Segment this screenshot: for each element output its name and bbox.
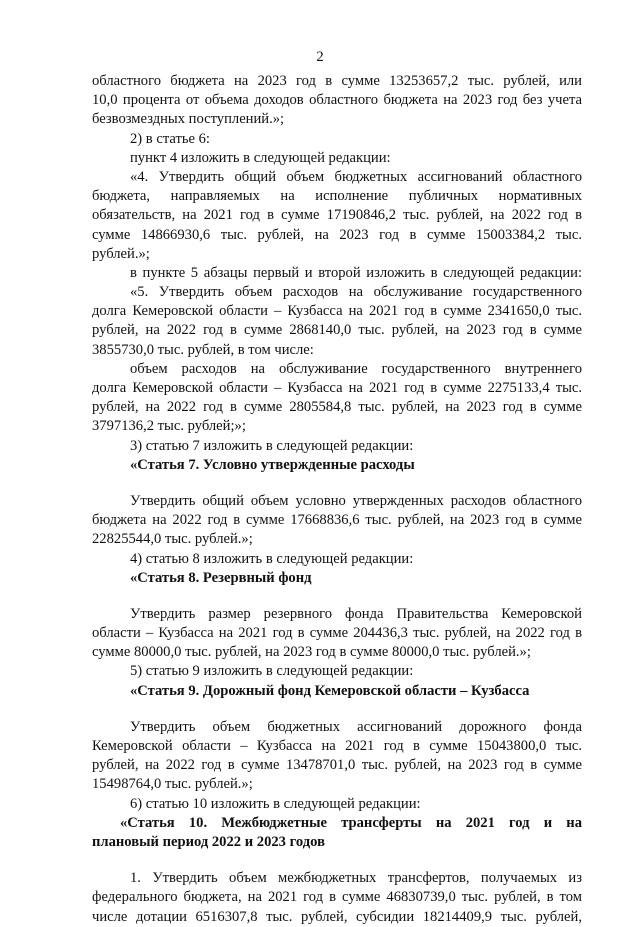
text-line: рублей.»; bbox=[92, 245, 150, 262]
text-line: 3) статью 7 изложить в следующей редакции: bbox=[130, 437, 414, 454]
text-line: бюджета, направляемых на исполнение публичных нормативных bbox=[92, 188, 582, 205]
page-number: 2 bbox=[316, 49, 324, 65]
text-line: 5) статью 9 изложить в следующей редакции: bbox=[130, 663, 414, 680]
article-heading: «Статья 9. Дорожный фонд Кемеровской области – Кузбасса bbox=[130, 682, 530, 699]
text-line: Утвердить объем бюджетных ассигнований дорожного фонда bbox=[130, 718, 582, 735]
text-line: «5. Утвердить объем расходов на обслуживание государственного bbox=[130, 284, 582, 301]
text-line: рублей, на 2022 год в сумме 2805584,8 тыс. рублей, на 2023 год в сумме bbox=[92, 399, 582, 416]
article-heading: «Статья 8. Резервный фонд bbox=[130, 569, 312, 586]
text-line: федерального бюджета, на 2021 год в сумме 46830739,0 тыс. рублей, в том bbox=[92, 889, 582, 906]
spacer bbox=[92, 852, 582, 869]
text-line: рублей, на 2022 год в сумме 2868140,0 тыс. рублей, на 2023 год в сумме bbox=[92, 322, 582, 339]
text-line: области – Кузбасса на 2021 год в сумме 204436,3 тыс. рублей, на 2022 год в bbox=[92, 625, 582, 642]
text-line: пункт 4 изложить в следующей редакции: bbox=[130, 149, 391, 166]
text-line: рублей, на 2022 год в сумме 13478701,0 тыс. рублей, на 2023 год в сумме bbox=[92, 757, 582, 774]
text-line: 3797136,2 тыс. рублей;»; bbox=[92, 418, 246, 435]
text-line: в пункте 5 абзацы первый и второй изложить в следующей редакции: bbox=[130, 264, 582, 281]
text-line: числе дотации 6516307,8 тыс. рублей, субсидии 18214409,9 тыс. рублей, bbox=[92, 908, 582, 925]
text-line: 10,0 процента от объема доходов областного бюджета на 2023 год без учета bbox=[92, 92, 582, 109]
spacer bbox=[92, 701, 582, 718]
text-line: 6) статью 10 изложить в следующей редакции: bbox=[130, 795, 421, 812]
text-line: 4) статью 8 изложить в следующей редакции: bbox=[130, 550, 414, 567]
text-line: Утвердить размер резервного фонда Правительства Кемеровской bbox=[130, 605, 582, 622]
text-line: 2) в статье 6: bbox=[130, 130, 210, 147]
text-line: 1. Утвердить объем межбюджетных трансфертов, получаемых из bbox=[130, 870, 582, 887]
text-line: 3855730,0 тыс. рублей, в том числе: bbox=[92, 341, 314, 358]
text-line: 22825544,0 тыс. рублей.»; bbox=[92, 531, 253, 548]
spacer bbox=[92, 588, 582, 605]
spacer bbox=[92, 475, 582, 492]
text-line: областного бюджета на 2023 год в сумме 13253657,2 тыс. рублей, или bbox=[92, 73, 582, 89]
document-body bbox=[92, 72, 582, 927]
text-line: Кемеровской области – Кузбасса на 2021 год в сумме 15043800,0 тыс. bbox=[92, 738, 582, 754]
text-line: сумме 14866930,6 тыс. рублей, на 2023 год в сумме 15003384,2 тыс. bbox=[92, 226, 582, 243]
text-line: Утвердить общий объем условно утвержденных расходов областного bbox=[130, 492, 582, 509]
text-line: сумме 80000,0 тыс. рублей, на 2023 год в сумме 80000,0 тыс. рублей.»; bbox=[92, 644, 531, 661]
article-heading: «Статья 7. Условно утвержденные расходы bbox=[130, 456, 415, 473]
text-line: обязательств, на 2021 год в сумме 17190846,2 тыс. рублей, на 2022 год в bbox=[92, 207, 582, 224]
text-line: бюджета на 2022 год в сумме 17668836,6 тыс. рублей, на 2023 год в сумме bbox=[92, 512, 582, 529]
text-line: 15498764,0 тыс. рублей.»; bbox=[92, 776, 253, 793]
text-line: безвозмездных поступлений.»; bbox=[92, 111, 285, 128]
text-line: «4. Утвердить общий объем бюджетных ассигнований областного bbox=[130, 168, 582, 185]
text-line: долга Кемеровской области – Кузбасса на 2021 год в сумме 2275133,4 тыс. bbox=[92, 380, 582, 396]
text-line: долга Кемеровской области – Кузбасса на 2021 год в сумме 2341650,0 тыс. bbox=[92, 303, 582, 320]
article-heading: плановый период 2022 и 2023 годов bbox=[92, 833, 325, 850]
article-heading: «Статья 10. Межбюджетные трансферты на 2021 год и на bbox=[120, 814, 582, 831]
text-line: объем расходов на обслуживание государственного внутреннего bbox=[130, 360, 582, 377]
